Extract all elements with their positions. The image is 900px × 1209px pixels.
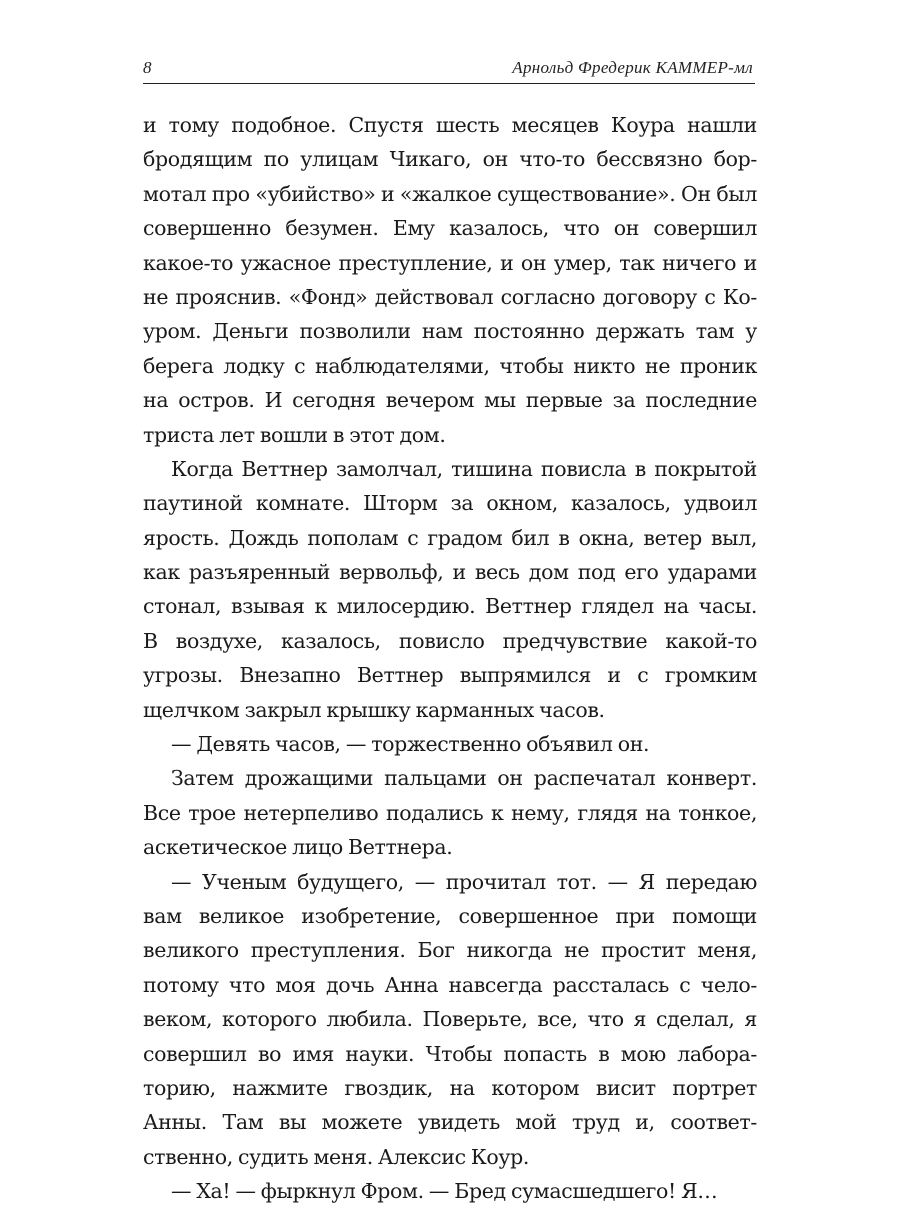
text-line: В воздухе, казалось, повисло предчувствие какой-то <box>143 628 757 653</box>
text-line: и тому подобное. Спустя шесть месяцев Коура нашли <box>143 113 757 137</box>
text-line: — Девять часов, — торжественно объявил он. <box>171 732 650 757</box>
paragraph <box>143 452 757 727</box>
text-line: триста лет вошли в этот дом. <box>143 422 446 447</box>
header-divider <box>143 83 755 84</box>
body-text <box>143 108 757 1209</box>
text-line: аскетическое лицо Веттнера. <box>143 835 453 860</box>
text-line: веком, которого любила. Поверьте, все, что я сделал, я <box>143 1007 757 1032</box>
text-line: Затем дрожащими пальцами он распечатал конверт. <box>171 766 757 791</box>
text-line: угрозы. Внезапно Веттнер выпрямился и с громким <box>143 663 757 688</box>
text-line: какое-то ужасное преступление, и он умер, так ничего и <box>143 250 757 275</box>
running-head <box>143 56 755 82</box>
text-line: мотал про «убийство» и «жалкое существование». Он был <box>143 181 757 206</box>
paragraph <box>143 1174 757 1208</box>
text-line: совершенно безумен. Ему казалось, что он совершил <box>143 216 757 241</box>
text-line: берега лодку с наблюдателями, чтобы никто не проник <box>143 353 757 378</box>
text-line: вам великое изобретение, совершенное при помощи <box>143 903 757 928</box>
paragraph <box>143 727 757 761</box>
text-line: не прояснив. «Фонд» действовал согласно договору с Ко- <box>143 284 757 309</box>
text-line: на остров. И сегодня вечером мы первые за последние <box>143 388 757 413</box>
running-title: Арнольд Фредерик КАММЕР-мл <box>512 58 753 77</box>
text-line: — Ученым будущего, — прочитал тот. — Я передаю <box>171 869 757 894</box>
text-line: как разъяренный вервольф, и весь дом под его ударами <box>143 560 757 585</box>
text-line: — Ха! — фыркнул Фром. — Бред сумасшедшего! Я… <box>171 1179 718 1204</box>
text-line: совершил во имя науки. Чтобы попасть в мою лабора- <box>143 1041 757 1066</box>
text-line: ственно, судить меня. Алексис Коур. <box>143 1144 530 1169</box>
text-line: Анны. Там вы можете увидеть мой труд и, соответ- <box>143 1110 757 1135</box>
text-line: великого преступления. Бог никогда не простит меня, <box>143 938 757 963</box>
paragraph <box>143 108 757 452</box>
text-line: Когда Веттнер замолчал, тишина повисла в покрытой <box>171 456 757 481</box>
text-line: бродящим по улицам Чикаго, он что-то бессвязно бор- <box>143 147 757 172</box>
text-line: щелчком закрыл крышку карманных часов. <box>143 697 605 722</box>
page-number: 8 <box>143 58 152 77</box>
text-line: уром. Деньги позволили нам постоянно держать там у <box>143 319 757 344</box>
text-line: ярость. Дождь пополам с градом бил в окна, ветер выл, <box>143 525 757 550</box>
paragraph <box>143 865 757 1175</box>
text-line: потому что моя дочь Анна навсегда рассталась с чело- <box>143 972 757 997</box>
text-line: паутиной комнате. Шторм за окном, казалось, удвоил <box>143 491 757 516</box>
text-line: торию, нажмите гвоздик, на котором висит портрет <box>143 1075 757 1100</box>
paragraph <box>143 761 757 864</box>
text-line: стонал, взывая к милосердию. Веттнер глядел на часы. <box>143 594 757 619</box>
text-line: Все трое нетерпеливо подались к нему, глядя на тонкое, <box>143 800 757 825</box>
